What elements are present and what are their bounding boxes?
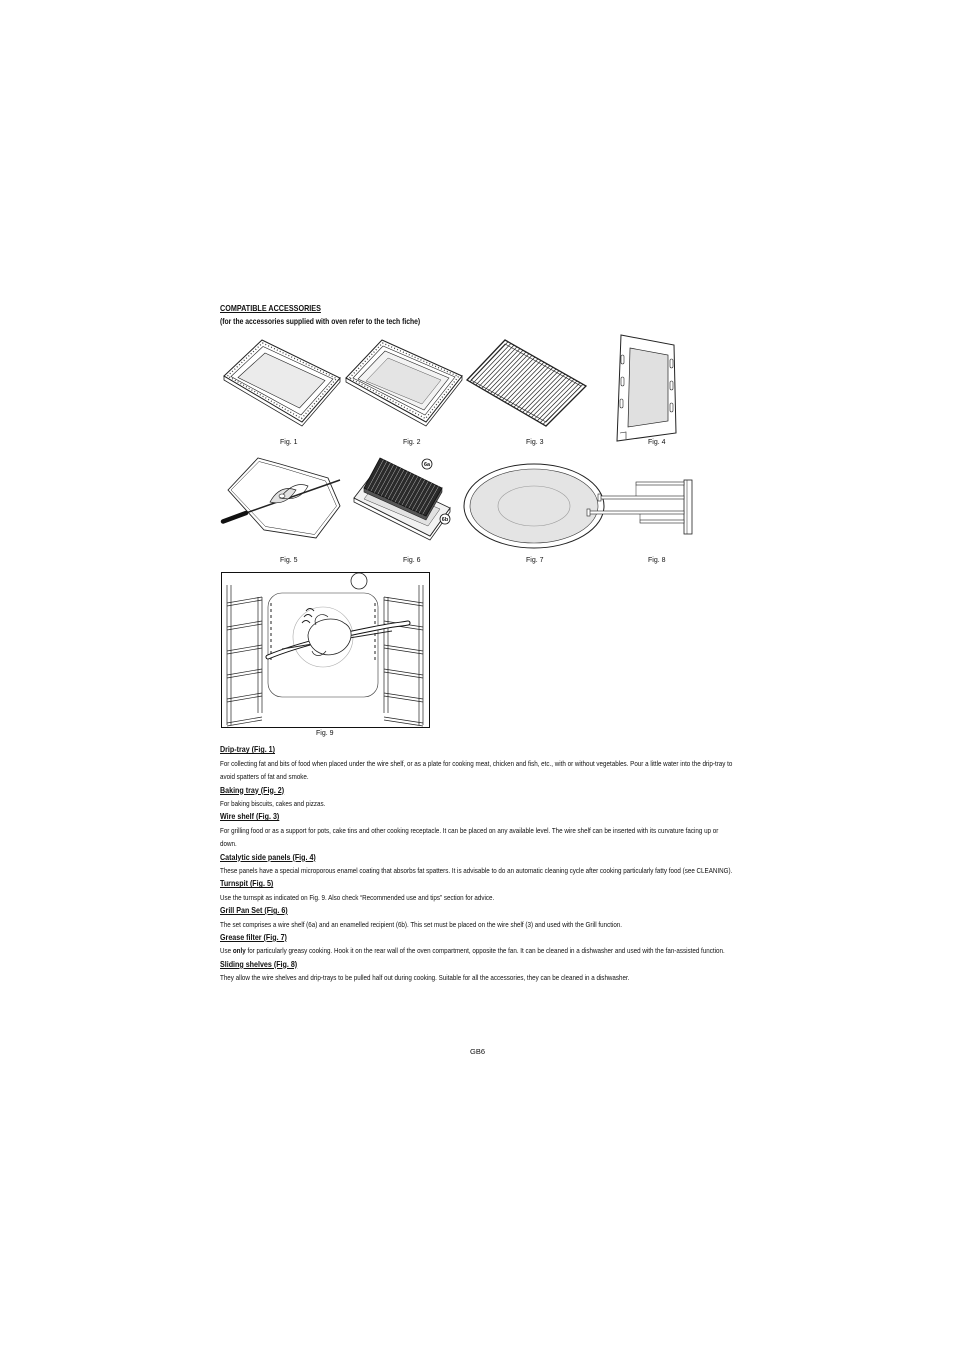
fig-6-caption: Fig. 6 bbox=[403, 557, 421, 564]
right-rack-rung bbox=[384, 720, 423, 726]
fig-9-caption: Fig. 9 bbox=[316, 730, 334, 737]
wire-shelf-heading: Wire shelf (Fig. 3) bbox=[220, 812, 280, 822]
right-rack-rung bbox=[384, 645, 423, 651]
left-rack-rung bbox=[227, 717, 262, 723]
svg-text:6a: 6a bbox=[423, 462, 431, 468]
baking-tray-heading: Baking tray (Fig. 2) bbox=[220, 785, 285, 795]
page-number: GB6 bbox=[470, 1047, 486, 1056]
right-rack-rung bbox=[384, 696, 423, 702]
grease-filter-heading: Grease filter (Fig. 7) bbox=[220, 932, 287, 942]
section-subtitle: (for the accessories supplied with oven refer to the tech fiche) bbox=[220, 317, 421, 326]
grill-pan-set-section bbox=[220, 904, 733, 931]
section-title: COMPATIBLE ACCESSORIES bbox=[220, 303, 321, 313]
sliding-shelves-section bbox=[220, 958, 733, 985]
wire-shelf-text: For grilling food or as a support for pots, cake tins and other cooking receptacle. It can be placed on any available level. The wire shelf can be inserted with its curvature facing up or down. bbox=[220, 825, 719, 849]
label-6b bbox=[440, 514, 450, 524]
label-6a bbox=[422, 459, 432, 469]
grill-pan-set-text: The set comprises a wire shelf (6a) and an enamelled recipient (6b). This set must be placed on the wire shelf (3) and used with the Grill function. bbox=[220, 919, 623, 929]
drip-tray-text: For collecting fat and bits of food when placed under the wire shelf, or as a plate for cooking meat, chicken and fish, etc., with or without vegetables. Pour a little water into the drip-tray to avoid spatters of fat and smoke. bbox=[220, 758, 733, 782]
left-rack-rung bbox=[227, 645, 262, 651]
right-rack-rung bbox=[384, 669, 423, 675]
grease-filter-text bbox=[220, 944, 733, 957]
turnspit-section bbox=[220, 877, 733, 904]
fig-1-caption: Fig. 1 bbox=[280, 439, 298, 446]
svg-text:6b: 6b bbox=[441, 517, 449, 523]
grease-filter-text-emphasis: only bbox=[232, 946, 246, 956]
fig-8-sliding-shelves-illustration bbox=[586, 476, 694, 538]
right-rack-rung bbox=[384, 717, 423, 723]
right-rack-rung bbox=[384, 672, 423, 678]
right-rack-rung bbox=[384, 648, 423, 654]
catalytic-panels-heading: Catalytic side panels (Fig. 4) bbox=[220, 852, 316, 862]
fig-8-caption: Fig. 8 bbox=[648, 557, 666, 564]
fig-2-baking-tray-illustration bbox=[342, 336, 466, 430]
sliding-shelves-heading: Sliding shelves (Fig. 8) bbox=[220, 959, 298, 969]
fig-5-caption: Fig. 5 bbox=[280, 557, 298, 564]
turnspit-heading: Turnspit (Fig. 5) bbox=[220, 879, 274, 889]
right-rack-rung bbox=[384, 693, 423, 699]
fig-4-catalytic-side-panel-illustration bbox=[612, 333, 696, 445]
right-rack-rung bbox=[384, 600, 423, 606]
left-rack-rung bbox=[227, 693, 262, 699]
left-rack-rung bbox=[227, 624, 262, 630]
left-rack-rung bbox=[227, 597, 262, 603]
fig-5-turnspit-illustration bbox=[216, 450, 344, 546]
left-rack-rung bbox=[227, 621, 262, 627]
drip-tray-heading: Drip-tray (Fig. 1) bbox=[220, 745, 276, 755]
left-rack-rung bbox=[227, 672, 262, 678]
fig-3-caption: Fig. 3 bbox=[526, 439, 544, 446]
fig-6-grill-pan-set-illustration bbox=[350, 450, 458, 546]
sliding-shelves-text: They allow the wire shelves and drip-trays to be pulled half out during cooking. Suitable for all the accessories, they can be cleaned in a dishwasher. bbox=[220, 973, 630, 983]
catalytic-panels-section bbox=[220, 851, 733, 878]
fig-4-caption: Fig. 4 bbox=[648, 439, 666, 446]
accessory-descriptions bbox=[220, 743, 733, 984]
wire-shelf-section bbox=[220, 810, 733, 850]
left-rack-rung bbox=[227, 648, 262, 654]
right-rack-rung bbox=[384, 597, 423, 603]
drip-tray-section bbox=[220, 743, 733, 783]
baking-tray-section bbox=[220, 784, 733, 811]
fig-3-wire-shelf-illustration bbox=[464, 336, 590, 430]
fig-7-caption: Fig. 7 bbox=[526, 557, 544, 564]
fig-9-turnspit-in-oven-illustration bbox=[221, 572, 430, 728]
left-rack-rung bbox=[227, 720, 262, 726]
fig-2-caption: Fig. 2 bbox=[403, 439, 421, 446]
grill-pan-set-heading: Grill Pan Set (Fig. 6) bbox=[220, 906, 288, 916]
baking-tray-text: For baking biscuits, cakes and pizzas. bbox=[220, 798, 326, 808]
catalytic-panels-text: These panels have a special microporous enamel coating that absorbs fat spatters. It is advisable to do an automatic cleaning cycle after cooking particularly fatty food (see CLEANING). bbox=[220, 865, 733, 875]
grease-filter-section bbox=[220, 931, 733, 958]
turnspit-text: Use the turnspit as indicated on Fig. 9. Also check “Recommended use and tips” section for advice. bbox=[220, 892, 495, 902]
left-rack-rung bbox=[227, 696, 262, 702]
fig-1-drip-tray-illustration bbox=[220, 336, 344, 430]
left-rack-rung bbox=[227, 669, 262, 675]
grease-filter-text-start: Use bbox=[220, 946, 233, 956]
left-rack-rung bbox=[227, 600, 262, 606]
grease-filter-text-end: for particularly greasy cooking. Hook it on the rear wall of the oven compartment, opposite the fan. It can be cleaned in a dishwasher and used with the fan-assisted function. bbox=[245, 946, 725, 956]
